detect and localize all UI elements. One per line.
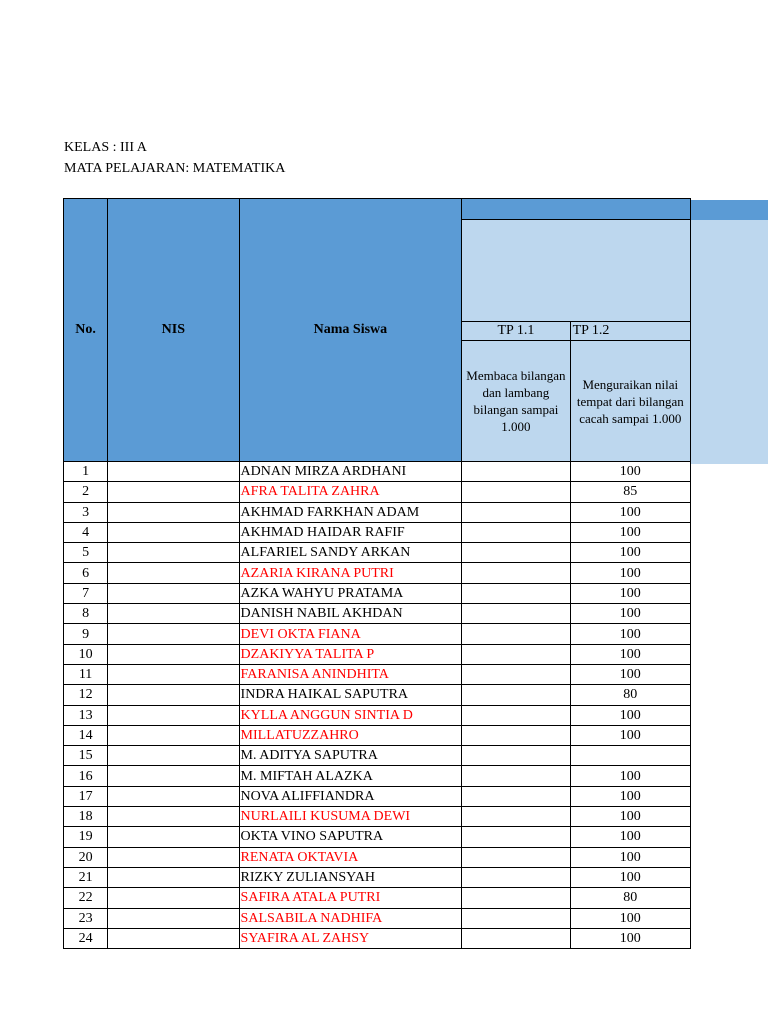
column-header-nama[interactable]: Nama Siswa (239, 199, 462, 462)
row-number[interactable]: 20 (64, 847, 108, 867)
student-rows (64, 462, 691, 949)
row-number[interactable]: 1 (64, 462, 108, 482)
table-row[interactable] (64, 867, 691, 887)
nis-cell[interactable] (108, 725, 239, 745)
row-number[interactable]: 17 (64, 786, 108, 806)
row-number[interactable]: 19 (64, 827, 108, 847)
tp2-score[interactable]: 80 (570, 685, 690, 705)
nis-cell[interactable] (108, 827, 239, 847)
table-row[interactable] (64, 746, 691, 766)
student-name[interactable]: NURLAILI KUSUMA DEWI (239, 807, 462, 827)
column-header-tp1[interactable]: TP 1.1 (462, 322, 570, 341)
tp1-score[interactable] (462, 502, 570, 522)
nis-cell[interactable] (108, 664, 239, 684)
row-number[interactable]: 9 (64, 624, 108, 644)
nis-cell[interactable] (108, 462, 239, 482)
tp2-score[interactable] (570, 746, 690, 766)
table-row[interactable] (64, 502, 691, 522)
tp1-score[interactable] (462, 908, 570, 928)
nis-cell[interactable] (108, 928, 239, 948)
nis-cell[interactable] (108, 583, 239, 603)
nis-cell[interactable] (108, 766, 239, 786)
table-row[interactable] (64, 462, 691, 482)
row-number[interactable]: 12 (64, 685, 108, 705)
header-band-dark (690, 200, 768, 220)
column-header-nis[interactable]: NIS (108, 199, 239, 462)
column-header-no[interactable]: No. (64, 199, 108, 462)
nis-cell[interactable] (108, 522, 239, 542)
tp2-score[interactable]: 100 (570, 847, 690, 867)
tp1-score[interactable] (462, 766, 570, 786)
tp-group-blank (462, 220, 691, 322)
student-name[interactable]: AZKA WAHYU PRATAMA (239, 583, 462, 603)
row-number[interactable]: 22 (64, 888, 108, 908)
tp1-score[interactable] (462, 928, 570, 948)
tp1-score[interactable] (462, 867, 570, 887)
table-row[interactable] (64, 888, 691, 908)
tp2-score[interactable]: 100 (570, 502, 690, 522)
student-name[interactable]: OKTA VINO SAPUTRA (239, 827, 462, 847)
student-name[interactable]: AKHMAD FARKHAN ADAM (239, 502, 462, 522)
table-row[interactable] (64, 908, 691, 928)
tp1-score[interactable] (462, 482, 570, 502)
nis-cell[interactable] (108, 888, 239, 908)
table-row[interactable] (64, 705, 691, 725)
table-row[interactable] (64, 847, 691, 867)
student-name[interactable]: SALSABILA NADHIFA (239, 908, 462, 928)
student-name[interactable]: KYLLA ANGGUN SINTIA D (239, 705, 462, 725)
student-name[interactable]: SAFIRA ATALA PUTRI (239, 888, 462, 908)
column-header-tp2[interactable]: TP 1.2 (570, 322, 690, 341)
tp1-score[interactable] (462, 827, 570, 847)
student-name[interactable]: M. ADITYA SAPUTRA (239, 746, 462, 766)
row-number[interactable]: 4 (64, 522, 108, 542)
table-row[interactable] (64, 928, 691, 948)
tp2-score[interactable]: 100 (570, 563, 690, 583)
tp2-score[interactable]: 100 (570, 766, 690, 786)
tp1-score[interactable] (462, 786, 570, 806)
row-number[interactable]: 15 (64, 746, 108, 766)
grades-table (63, 198, 691, 949)
tp1-score[interactable] (462, 725, 570, 745)
nis-cell[interactable] (108, 502, 239, 522)
student-name[interactable]: M. MIFTAH ALAZKA (239, 766, 462, 786)
student-name[interactable]: MILLATUZZAHRO (239, 725, 462, 745)
table-row[interactable] (64, 827, 691, 847)
row-number[interactable]: 21 (64, 867, 108, 887)
tp2-score[interactable]: 100 (570, 807, 690, 827)
tp2-score[interactable]: 85 (570, 482, 690, 502)
tp2-score[interactable]: 100 (570, 664, 690, 684)
tp1-score[interactable] (462, 705, 570, 725)
table-row[interactable] (64, 604, 691, 624)
nis-cell[interactable] (108, 624, 239, 644)
tp1-score[interactable] (462, 664, 570, 684)
tp1-score[interactable] (462, 522, 570, 542)
nis-cell[interactable] (108, 604, 239, 624)
student-name[interactable]: DEVI OKTA FIANA (239, 624, 462, 644)
nis-cell[interactable] (108, 786, 239, 806)
tp2-score[interactable]: 100 (570, 867, 690, 887)
row-number[interactable]: 16 (64, 766, 108, 786)
row-number[interactable]: 3 (64, 502, 108, 522)
nis-cell[interactable] (108, 543, 239, 563)
row-number[interactable]: 18 (64, 807, 108, 827)
student-name[interactable]: FARANISA ANINDHITA (239, 664, 462, 684)
tp1-score[interactable] (462, 583, 570, 603)
tp1-score[interactable] (462, 685, 570, 705)
tp1-score[interactable] (462, 644, 570, 664)
nis-cell[interactable] (108, 482, 239, 502)
subject-label: MATA PELAJARAN: MATEMATIKA (64, 161, 286, 176)
student-name[interactable]: ADNAN MIRZA ARDHANI (239, 462, 462, 482)
tp1-score[interactable] (462, 746, 570, 766)
nis-cell[interactable] (108, 563, 239, 583)
tp2-score[interactable]: 100 (570, 928, 690, 948)
tp2-score[interactable]: 80 (570, 888, 690, 908)
tp2-score[interactable]: 100 (570, 583, 690, 603)
nis-cell[interactable] (108, 644, 239, 664)
student-name[interactable]: DZAKIYYA TALITA P (239, 644, 462, 664)
tp2-score[interactable]: 100 (570, 522, 690, 542)
student-name[interactable]: ALFARIEL SANDY ARKAN (239, 543, 462, 563)
tp1-score[interactable] (462, 543, 570, 563)
student-name[interactable]: AFRA TALITA ZAHRA (239, 482, 462, 502)
tp2-score[interactable]: 100 (570, 543, 690, 563)
tp2-score[interactable]: 100 (570, 644, 690, 664)
tp1-score[interactable] (462, 624, 570, 644)
tp1-score[interactable] (462, 462, 570, 482)
nis-cell[interactable] (108, 746, 239, 766)
nis-cell[interactable] (108, 847, 239, 867)
row-number[interactable]: 23 (64, 908, 108, 928)
table-row[interactable] (64, 522, 691, 542)
tp2-description: Menguraikan nilai tempat dari bilangan cacah sampai 1.000 (570, 341, 690, 462)
student-name[interactable]: AKHMAD HAIDAR RAFIF (239, 522, 462, 542)
tp2-score[interactable]: 100 (570, 786, 690, 806)
table-row[interactable] (64, 807, 691, 827)
student-name[interactable]: DANISH NABIL AKHDAN (239, 604, 462, 624)
row-number[interactable]: 13 (64, 705, 108, 725)
row-number[interactable]: 6 (64, 563, 108, 583)
class-label: KELAS : III A (64, 140, 147, 155)
tp2-score[interactable]: 100 (570, 604, 690, 624)
tp2-score[interactable]: 100 (570, 462, 690, 482)
row-number[interactable]: 24 (64, 928, 108, 948)
table-row[interactable] (64, 583, 691, 603)
tp-group-header (462, 199, 691, 220)
tp2-score[interactable]: 100 (570, 705, 690, 725)
student-name[interactable]: SYAFIRA AL ZAHSY (239, 928, 462, 948)
tp1-score[interactable] (462, 888, 570, 908)
table-row[interactable] (64, 786, 691, 806)
table-row[interactable] (64, 482, 691, 502)
student-name[interactable]: RENATA OKTAVIA (239, 847, 462, 867)
row-number[interactable]: 8 (64, 604, 108, 624)
nis-cell[interactable] (108, 807, 239, 827)
tp2-score[interactable]: 100 (570, 908, 690, 928)
table-row[interactable] (64, 725, 691, 745)
student-name[interactable]: INDRA HAIKAL SAPUTRA (239, 685, 462, 705)
table-row[interactable] (64, 543, 691, 563)
table-row[interactable] (64, 766, 691, 786)
tp1-score[interactable] (462, 847, 570, 867)
row-number[interactable]: 7 (64, 583, 108, 603)
row-number[interactable]: 2 (64, 482, 108, 502)
nis-cell[interactable] (108, 705, 239, 725)
tp1-score[interactable] (462, 604, 570, 624)
student-name[interactable]: RIZKY ZULIANSYAH (239, 867, 462, 887)
row-number[interactable]: 10 (64, 644, 108, 664)
tp1-score[interactable] (462, 807, 570, 827)
tp1-description: Membaca bilangan dan lambang bilangan sampai 1.000 (462, 341, 570, 462)
nis-cell[interactable] (108, 685, 239, 705)
row-number[interactable]: 11 (64, 664, 108, 684)
table-row[interactable] (64, 664, 691, 684)
header-band-light (690, 220, 768, 464)
tp2-score[interactable]: 100 (570, 827, 690, 847)
tp2-score[interactable]: 100 (570, 725, 690, 745)
tp1-score[interactable] (462, 563, 570, 583)
table-row[interactable] (64, 685, 691, 705)
nis-cell[interactable] (108, 867, 239, 887)
table-row[interactable] (64, 644, 691, 664)
student-name[interactable]: AZARIA KIRANA PUTRI (239, 563, 462, 583)
student-name[interactable]: NOVA ALIFFIANDRA (239, 786, 462, 806)
nis-cell[interactable] (108, 908, 239, 928)
row-number[interactable]: 5 (64, 543, 108, 563)
tp2-score[interactable]: 100 (570, 624, 690, 644)
table-row[interactable] (64, 624, 691, 644)
table-row[interactable] (64, 563, 691, 583)
row-number[interactable]: 14 (64, 725, 108, 745)
